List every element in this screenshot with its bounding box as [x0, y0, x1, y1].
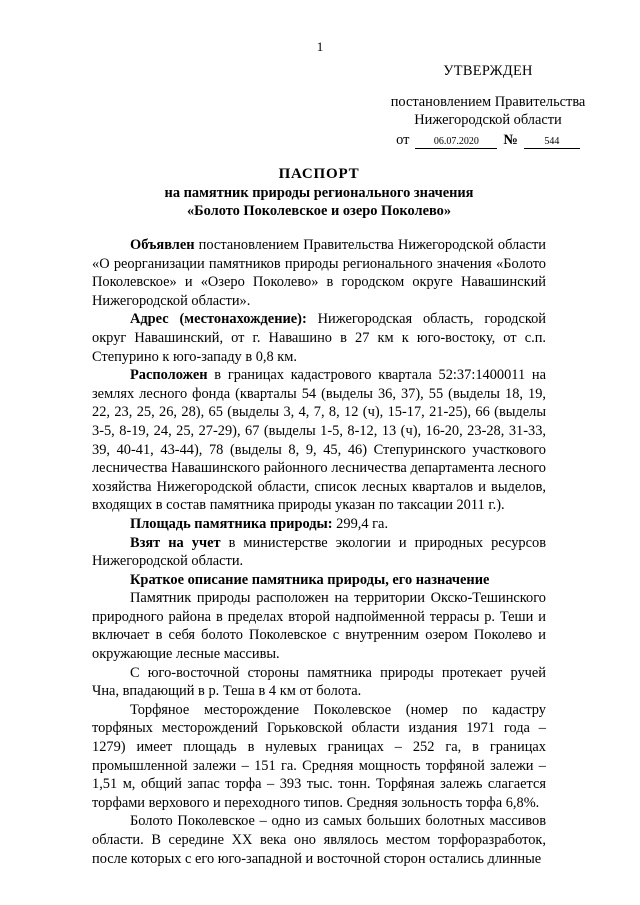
approval-stamp: [372, 62, 604, 149]
section-heading-description: Краткое описание памятника природы, его назначение: [130, 571, 490, 588]
paragraph-declared-text: постановлением Правительства Нижегородской области «О реорганизации памятников природы регионального значения «Болото Поколевское» и «Озеро Поколево» в городском округе Навашинский Нижегородской области».: [92, 237, 546, 309]
approval-line-1: постановлением Правительства: [390, 93, 586, 110]
paragraph-description-2: С юго-восточной стороны памятника природы протекает ручей Чна, впадающий в р. Теша в 4 км от болота.: [92, 664, 546, 700]
paragraph-location: [92, 366, 546, 515]
paragraph-area: [92, 515, 546, 534]
approval-number: 544: [524, 136, 580, 149]
paragraph-description-1: Памятник природы расположен на территории Окско-Тешинского природного района в пределах второй надпойменной террасы р. Теши и включает в себя болото Поколевское с внутренним озером Поколево и окружающие лесные массивы.: [92, 590, 546, 663]
approval-number-sign: №: [503, 131, 518, 148]
paragraph-registered: [92, 534, 546, 571]
paragraph-declared-label: Объявлен: [130, 237, 195, 253]
page-number: 1: [316, 39, 324, 54]
paragraph-address-text: Нижегородская область, городской округ Навашинский, от г. Навашино в 27 км к юго-востоку, от с.п. Степурино к юго-западу в 0,8 км.: [92, 311, 546, 365]
title-line-1: ПАСПОРТ: [278, 166, 360, 182]
approval-date-row: [372, 131, 604, 149]
approval-date: 06.07.2020: [415, 136, 497, 149]
approval-from-label: от: [396, 131, 410, 148]
title-line-2: на памятник природы регионального значения: [164, 185, 474, 201]
paragraph-description-3: Торфяное месторождение Поколевское (номер по кадастру торфяных месторождений Горьковской области издания 1971 года – 1279) имеет площадь в нулевых границах – 252 га, в границах промышленной залежи – 151 га. Средняя мощность торфяной залежи – 1,51 м, общий запас торфа – 393 тыс. тонн. Торфяная залежь слагается торфами верхового и переходного типов. Средняя зольность торфа 6,8%.: [92, 701, 546, 811]
paragraph-location-text: в границах кадастрового квартала 52:37:1400011 на землях лесного фонда (кварталы 54 (выделы 36, 37), 55 (выделы 18, 19, 22, 23, 25, 26, 28), 65 (выделы 3, 4, 7, 8, 12 (ч), 15-17, 21-25), 66 (выделы 3-5, 8-19, 24, 25, 27-29), 67 (выделы 1-5, 8-12, 13 (ч), 16-20, 23-28, 31-33, 39, 40-41, 43-44), 78 (выделы 8, 9, 45, 46) Степуринского участкового лесничества Навашинского районного лесничества департамента лесного хозяйства Нижегородской области, список лесных кварталов и выделов, входящих в состав памятника природы указан по таксации 2011 г.).: [92, 367, 546, 514]
document-body: [92, 236, 546, 868]
document-title: [92, 165, 546, 220]
paragraph-location-label: Расположен: [130, 367, 208, 384]
paragraph-declared: [92, 236, 546, 310]
title-line-3: «Болото Поколевское и озеро Поколево»: [186, 203, 452, 219]
paragraph-description-4: Болото Поколевское – одно из самых больших болотных массивов области. В середине XX века оно являлось местом торфоразработок, после которых с его юго-западной и восточной сторон остались длинные: [92, 813, 546, 867]
approval-title: УТВЕРЖДЕН: [443, 63, 533, 79]
paragraph-address-label: Адрес (местонахождение):: [130, 311, 307, 328]
paragraph-address: [92, 310, 546, 366]
paragraph-area-label: Площадь памятника природы:: [130, 515, 333, 532]
paragraph-registered-text: в министерстве экологии и природных ресурсов Нижегородской области.: [92, 534, 546, 570]
approval-line-2: Нижегородской области: [414, 111, 562, 128]
paragraph-area-text: 299,4 га.: [332, 515, 389, 532]
paragraph-registered-label: Взят на учет: [130, 534, 221, 551]
